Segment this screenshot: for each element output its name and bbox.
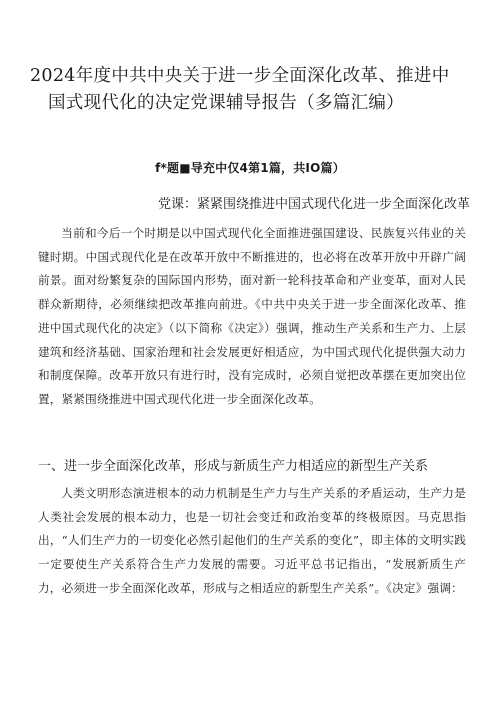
document-subtitle: f*题■导充中仅4第1篇，共IO篇） [155,161,345,175]
document-title [30,63,470,117]
section-1-heading: 一、进一步全面深化改革，形成与新质生产力相适应的新型生产关系 [38,459,429,474]
lecture-heading: 党课：紧紧围绕推进中国式现代化进一步全面深化改革 [157,197,470,212]
paragraph-1: 当前和今后一个时期是以中国式现代化全面推进强国建设、民族复兴伟业的关键时期。中国式现代化是在改革开放中不断推进的，也必将在改革开放中开辟广阔前景。面对纷繁复杂的国际国内形势，面对新一轮科技革命和产业变革，面对人民群众新期待，必须继续把改革推向前进。《中共中央关于进一步全面深化改革、推进中国式现代化的决定》（以下简称《决定》）强调，推动生产关系和生产力、上层建筑和经济基础、国家治理和社会发展更好相适应，为中国式现代化提供强大动力和制度保障。改革开放只有进行时，没有完成时，必须自觉把改革摆在更加突出位置，紧紧围绕推进中国式现代化进一步全面深化改革。 [38,226,466,406]
paragraph-2: 人类文明形态演进根本的动力机制是生产力与生产关系的矛盾运动，生产力是人类社会发展的根本动力，也是一切社会变迁和政治变革的终极原因。马克思指出，“人们生产力的一切变化必然引起他们的生产关系的变化”，即主体的文明实践一定要使生产关系符合生产力发展的需要。习近平总书记指出，“发展新质生产力，必须进一步全面深化改革，形成与之相适应的新型生产关系”。《决定》强调： [38,486,466,595]
document-title-line-2: 国式现代化的决定党课辅导报告（多篇汇编） [48,93,404,113]
document-title-line-1: 2024年度中共中央关于进一步全面深化改革、推进中 [30,66,450,86]
